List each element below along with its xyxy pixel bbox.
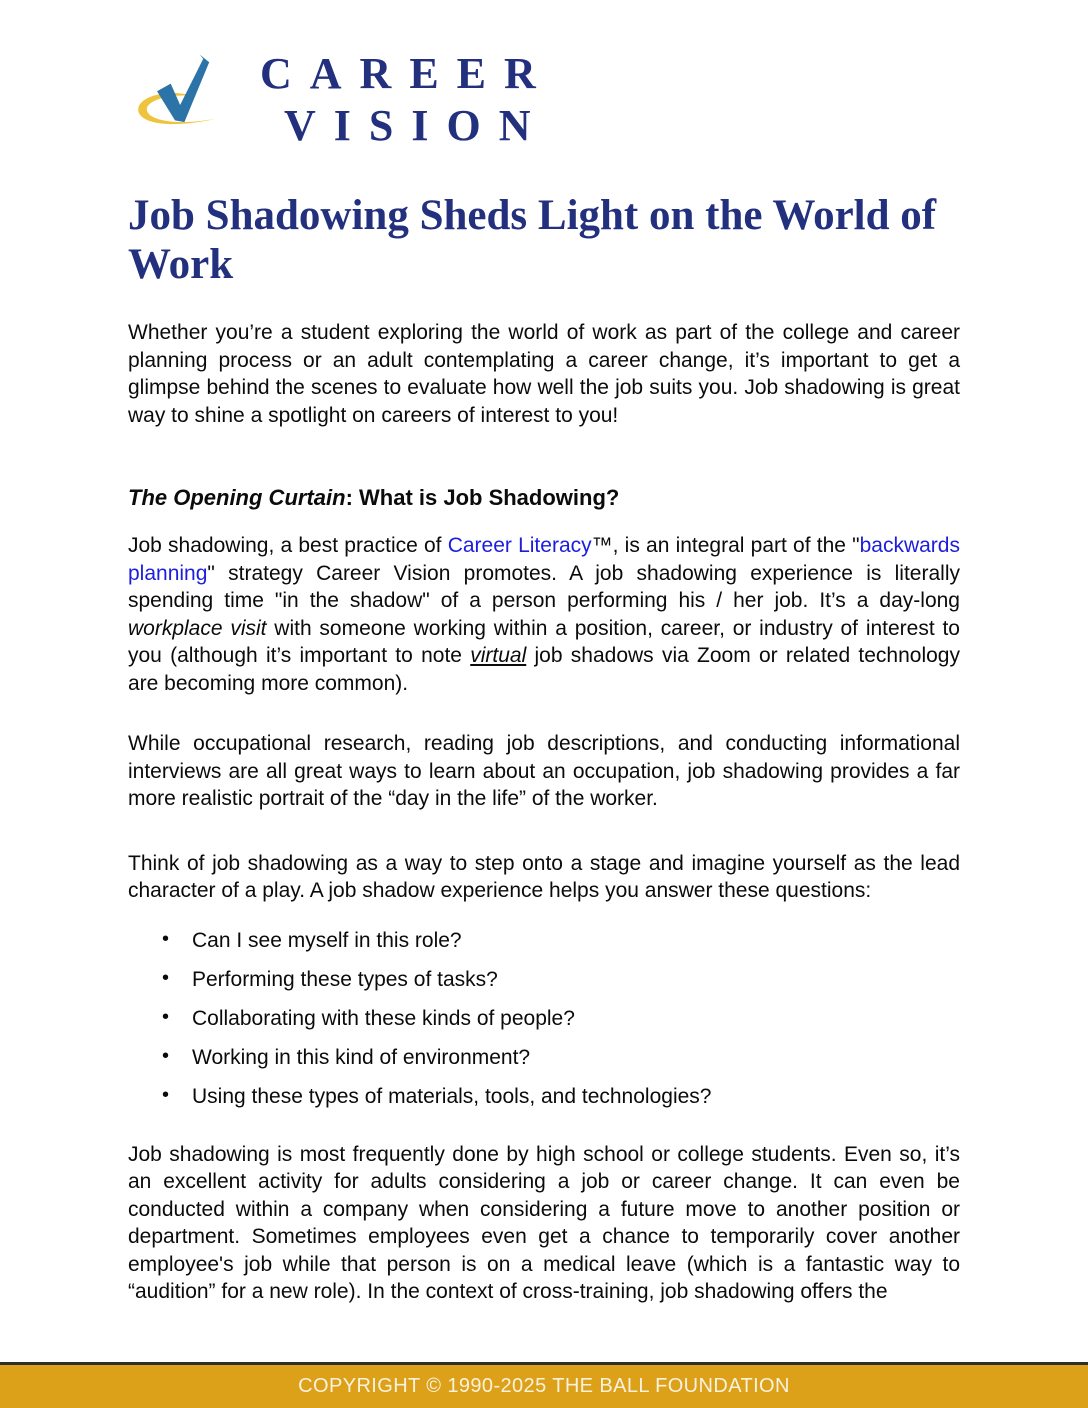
list-item: • Collaborating with these kinds of people? <box>192 1005 960 1032</box>
link-career-literacy[interactable]: Career Literacy <box>447 534 592 558</box>
paragraph-intro-text: Whether you’re a student exploring the world of work as part of the college and career planning process or an adult contemplating a career change, it’s important to get a glimpse behind the scenes to evaluate how well the job suits you. Job shadowing is great way to shine a spotlight on careers of interest to you! <box>128 321 960 427</box>
paragraph-stage-text: Think of job shadowing as a way to step onto a stage and imagine yourself as the lead character of a play. A job shadow experience helps you answer these questions: <box>128 851 960 903</box>
logo-word-career: CAREER <box>260 49 554 98</box>
definition-run-plain: with someone working within a position, career, or industry of interest to you (although it’s important to note <box>128 616 960 668</box>
checkmark-swoosh-icon <box>128 40 222 158</box>
definition-run-plain: " strategy Career Vision promotes. A job shadowing experience is literally spending time "in the shadow" of a person performing his / her job. It’s a day-long <box>128 561 960 613</box>
logo-word-vision: VISION <box>284 101 549 150</box>
list-item: • Can I see myself in this role? <box>192 927 960 954</box>
paragraph-who-shadows-text: Job shadowing is most frequently done by high school or college students. Even so, it’s an excellent activity for adults considering a job or career change. It can even be conducted within a company when considering a future move to another position or department. Sometimes employees even get a chance to temporarily cover another employee's job while that person is on a medical leave (which is a fantastic way to “audition” for a new role). In the context of cross-training, job shadowing offers the <box>128 1142 960 1304</box>
virtual-italic-underline: virtual <box>470 644 527 668</box>
paragraph-research-text: While occupational research, reading job descriptions, and conducting informational interviews are all great ways to learn about an occupation, job shadowing provides a far more realistic portrait of the “day in the life” of the worker. <box>128 732 960 811</box>
link-backwards-planning[interactable]: backwards planning <box>128 534 960 585</box>
paragraph-research <box>128 730 960 813</box>
definition-run-plain: Job shadowing, a best practice of <box>128 534 448 558</box>
list-item: • Using these types of materials, tools, and technologies? <box>192 1083 960 1110</box>
paragraph-who-shadows <box>128 1141 960 1306</box>
section-heading-rest: : What is Job Shadowing? <box>345 485 620 511</box>
page-title-line2: Work <box>128 240 234 288</box>
list-item: • Performing these types of tasks? <box>192 966 960 993</box>
section-heading-what-is-job-shadowing <box>128 485 960 511</box>
page-title <box>128 192 960 289</box>
footer-bar <box>0 1362 1088 1408</box>
paragraph-stage-metaphor <box>128 850 960 905</box>
definition-run-plain: ™, is an integral part of the " <box>591 534 860 558</box>
paragraph-intro <box>128 319 960 429</box>
career-vision-logo <box>128 40 960 158</box>
workplace-visit-italic: workplace visit <box>128 616 267 640</box>
page-title-line1: Job Shadowing Sheds Light on the World of <box>128 192 937 239</box>
list-item: • Working in this kind of environment? <box>192 1044 960 1071</box>
job-shadow-questions-list <box>128 927 960 1110</box>
section-heading-italic-part: The Opening Curtain <box>128 485 346 511</box>
definition-run-plain: job shadows via Zoom or related technology are becoming more common). <box>128 644 960 695</box>
paragraph-definition <box>128 532 960 697</box>
logo-wordmark <box>260 48 554 152</box>
copyright-text: COPYRIGHT © 1990-2025 THE BALL FOUNDATION <box>298 1375 790 1397</box>
